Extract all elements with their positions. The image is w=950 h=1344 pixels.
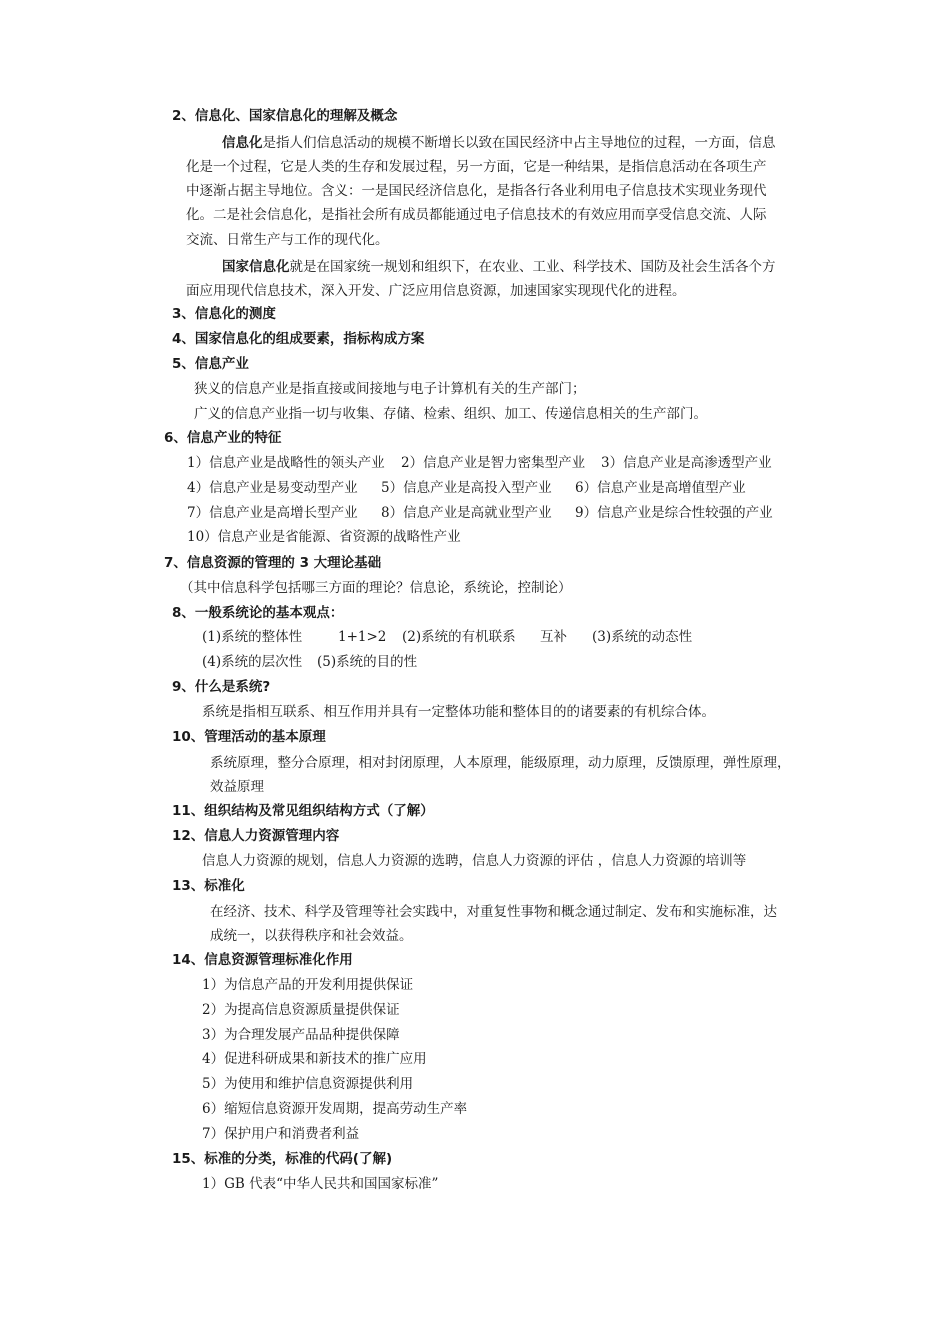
- section-5-line-1: 狭义的信息产业是指直接或间接地与电子计算机有关的生产部门；: [194, 381, 586, 397]
- section-8-row-2: [202, 652, 417, 672]
- feature-item: 2）信息产业是智力密集型产业: [401, 455, 586, 471]
- section-6-row-2: [187, 478, 746, 498]
- section-3-heading: 3、信息化的测度: [172, 306, 276, 322]
- section-6-row-4: 10）信息产业是省能源、省资源的战略性产业: [187, 529, 461, 545]
- section-2-paragraph-1-line-1: 信息化是指人们信息活动的规模不断增长以致在国民经济中占主导地位的过程，一方面，信息: [222, 135, 776, 151]
- section-8-heading: 8、一般系统论的基本观点：: [172, 605, 344, 621]
- section-2-heading: 2、信息化、国家信息化的理解及概念: [172, 108, 398, 124]
- viewpoint-item: (4)系统的层次性: [202, 654, 303, 670]
- section-9-heading: 9、什么是系统?: [172, 679, 271, 695]
- list-item: 7）保护用户和消费者利益: [202, 1126, 360, 1142]
- section-10-line-1: 系统原理，整分合原理，相对封闭原理，人本原理，能级原理，动力原理，反馈原理，弹性原理，: [210, 755, 791, 771]
- section-12-heading: 12、信息人力资源管理内容: [172, 828, 340, 844]
- section-5-heading: 5、信息产业: [172, 356, 249, 372]
- feature-item: 1）信息产业是战略性的领头产业: [187, 455, 385, 471]
- section-2-paragraph-1-line-4: 化。二是社会信息化，是指社会所有成员都能通过电子信息技术的有效应用而享受信息交流、人际: [186, 207, 767, 223]
- section-13-heading: 13、标准化: [172, 878, 245, 894]
- viewpoint-note: 互补: [540, 629, 567, 645]
- list-item: 1）为信息产品的开发利用提供保证: [202, 977, 414, 993]
- viewpoint-item: (2)系统的有机联系: [402, 629, 516, 645]
- feature-item: 9）信息产业是综合性较强的产业: [575, 505, 773, 521]
- viewpoint-item: (5)系统的目的性: [317, 654, 418, 670]
- list-item: 2）为提高信息资源质量提供保证: [202, 1002, 400, 1018]
- section-14-heading: 14、信息资源管理标准化作用: [172, 952, 353, 968]
- list-item: 6）缩短信息资源开发周期，提高劳动生产率: [202, 1101, 468, 1117]
- section-15-heading: 15、标准的分类，标准的代码(了解): [172, 1151, 393, 1167]
- term-informatization: 信息化: [222, 135, 263, 151]
- feature-item: 3）信息产业是高渗透型产业: [601, 455, 772, 471]
- section-13-line-1: 在经济、技术、科学及管理等社会实践中，对重复性事物和概念通过制定、发布和实施标准，达: [210, 904, 777, 920]
- list-item: 3）为合理发展产品品种提供保障: [202, 1027, 400, 1043]
- section-4-heading: 4、国家信息化的组成要素，指标构成方案: [172, 331, 425, 347]
- section-2-paragraph-1-line-2: 化是一个过程，它是人类的生存和发展过程，另一方面，它是一种结果，是指信息活动在各项生产: [186, 159, 767, 175]
- feature-item: 4）信息产业是易变动型产业: [187, 480, 358, 496]
- list-item: 4）促进科研成果和新技术的推广应用: [202, 1051, 427, 1067]
- viewpoint-item: (1)系统的整体性: [202, 629, 303, 645]
- section-10-line-2: 效益原理: [210, 779, 264, 795]
- viewpoint-note: 1+1>2: [338, 629, 387, 645]
- section-8-row-1: [202, 627, 692, 647]
- section-7-heading: 7、信息资源的管理的 3 大理论基础: [164, 555, 382, 571]
- viewpoint-item: (3)系统的动态性: [592, 629, 693, 645]
- list-item: 5）为使用和维护信息资源提供利用: [202, 1076, 414, 1092]
- section-2-paragraph-2-line-1: 国家信息化就是在国家统一规划和组织下，在农业、工业、科学技术、国防及社会生活各个方: [222, 259, 776, 275]
- section-13-line-2: 成统一，以获得秩序和社会效益。: [210, 928, 413, 944]
- section-2-paragraph-1-line-5: 交流、日常生产与工作的现代化。: [186, 232, 389, 248]
- section-6-row-1: [187, 453, 772, 473]
- feature-item: 5）信息产业是高投入型产业: [381, 480, 552, 496]
- section-2-paragraph-2-line-2: 面应用现代信息技术，深入开发、广泛应用信息资源，加速国家实现现代化的进程。: [186, 283, 686, 299]
- section-12-text: 信息人力资源的规划，信息人力资源的选聘，信息人力资源的评估 ，信息人力资源的培训等: [202, 853, 747, 869]
- section-5-line-2: 广义的信息产业指一切与收集、存储、检索、组织、加工、传递信息相关的生产部门。: [194, 406, 707, 422]
- section-10-heading: 10、管理活动的基本原理: [172, 729, 326, 745]
- section-7-note: （其中信息科学包括哪三方面的理论？信息论，系统论，控制论）: [180, 580, 572, 596]
- section-2-paragraph-1-line-3: 中逐渐占据主导地位。含义：一是国民经济信息化，是指各行各业利用电子信息技术实现业务现代: [186, 183, 767, 199]
- feature-item: 8）信息产业是高就业型产业: [381, 505, 552, 521]
- section-6-row-3: [187, 503, 773, 523]
- list-item: 1）GB 代表“中华人民共和国国家标准”: [202, 1176, 439, 1192]
- section-6-heading: 6、信息产业的特征: [164, 430, 282, 446]
- feature-item: 6）信息产业是高增值型产业: [575, 480, 746, 496]
- term-national-informatization: 国家信息化: [222, 259, 290, 275]
- section-9-text: 系统是指相互联系、相互作用并具有一定整体功能和整体目的的诸要素的有机综合体。: [202, 704, 715, 720]
- feature-item: 7）信息产业是高增长型产业: [187, 505, 358, 521]
- section-11-heading: 11、组织结构及常见组织结构方式（了解）: [172, 803, 434, 819]
